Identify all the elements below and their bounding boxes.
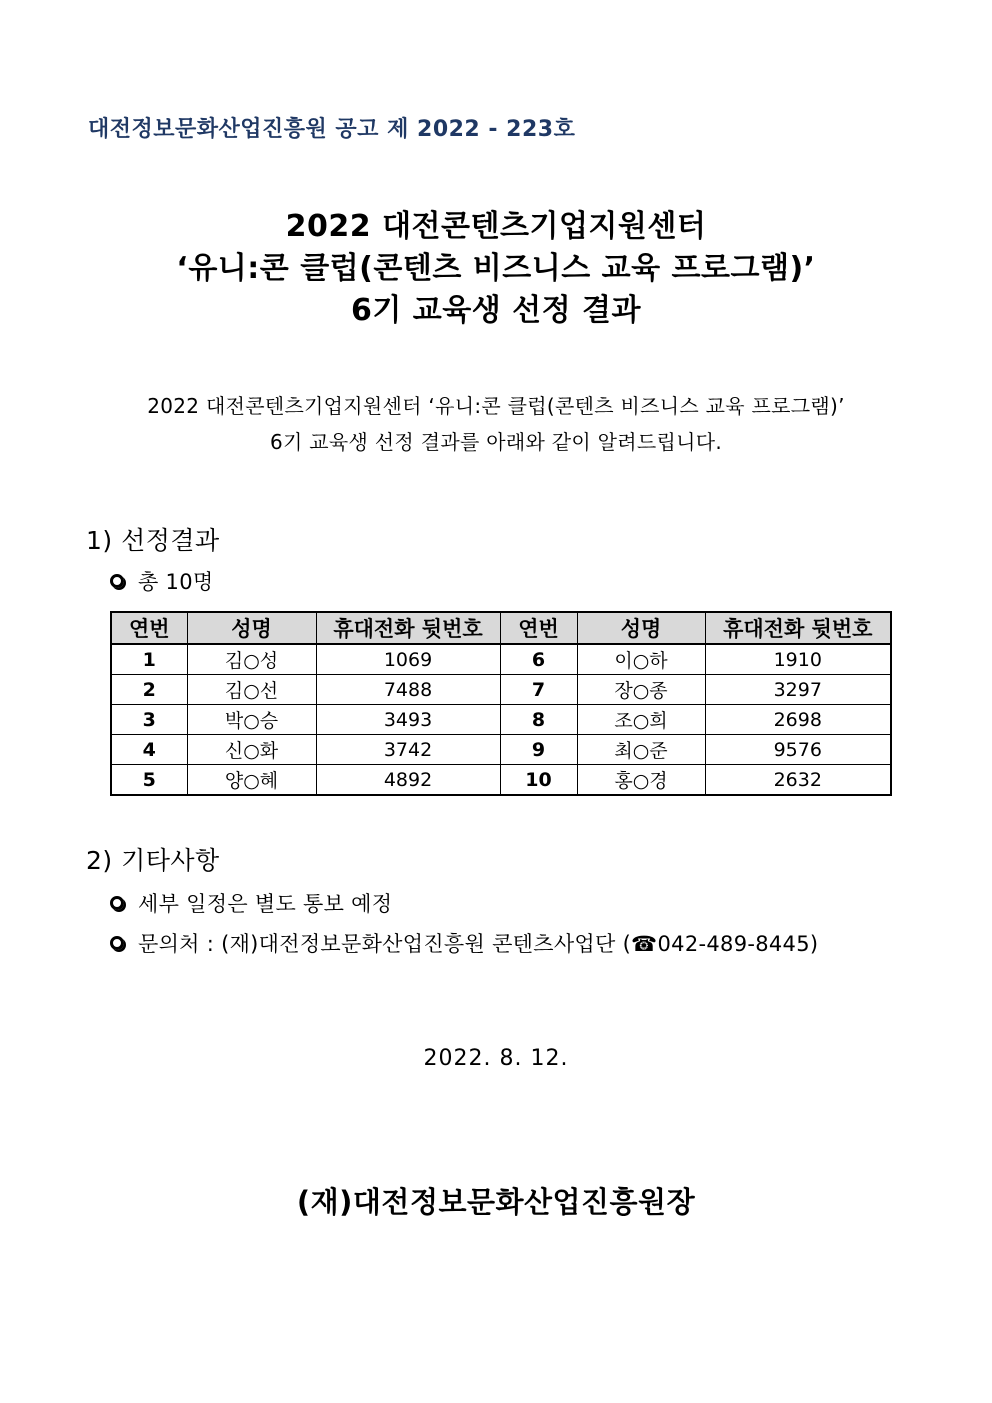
schedule-note: 세부 일정은 별도 통보 예정: [138, 892, 393, 916]
row-no: 3: [111, 705, 187, 735]
circle-bullet-icon: [110, 896, 124, 910]
header-phone: 휴대전화 뒷번호: [316, 612, 500, 644]
row-name: 신○화: [187, 735, 316, 765]
row-phone: 2632: [705, 765, 891, 796]
row-no: 8: [500, 705, 577, 735]
row-phone: 1910: [705, 644, 891, 675]
row-phone: 3493: [316, 705, 500, 735]
row-name: 박○승: [187, 705, 316, 735]
intro-paragraph: [0, 388, 992, 460]
row-no: 10: [500, 765, 577, 796]
row-no: 1: [111, 644, 187, 675]
row-no: 7: [500, 675, 577, 705]
row-no: 4: [111, 735, 187, 765]
document-title: [0, 206, 992, 332]
total-count: 총 10명: [138, 570, 214, 594]
table-row: [111, 705, 891, 735]
row-name: 김○선: [187, 675, 316, 705]
title-line-2: ‘유니:콘 클럽(콘텐츠 비즈니스 교육 프로그램)’: [176, 251, 816, 286]
header-name: 성명: [577, 612, 705, 644]
row-name: 김○성: [187, 644, 316, 675]
row-phone: 3297: [705, 675, 891, 705]
issuer-signature: (재)대전정보문화산업진흥원장: [296, 1185, 696, 1219]
table-header-row: [111, 612, 891, 644]
title-line-1: 2022 대전콘텐츠기업지원센터: [285, 209, 707, 244]
row-phone: 2698: [705, 705, 891, 735]
header-no: 연번: [111, 612, 187, 644]
header-phone: 휴대전화 뒷번호: [705, 612, 891, 644]
title-line-3: 6기 교육생 선정 결과: [350, 293, 642, 328]
section-2-heading: 2) 기타사항: [86, 846, 220, 875]
section-1-heading: 1) 선정결과: [86, 526, 220, 555]
contact-info: 문의처 : (재)대전정보문화산업진흥원 콘텐츠사업단 (☎042-489-8445): [138, 932, 819, 956]
row-name: 양○혜: [187, 765, 316, 796]
row-no: 6: [500, 644, 577, 675]
table-row: [111, 735, 891, 765]
section-1-bullet: [110, 566, 213, 596]
intro-line-2: 6기 교육생 선정 결과를 아래와 같이 알려드립니다.: [269, 430, 723, 454]
row-phone: 9576: [705, 735, 891, 765]
section-2-bullet-2: [110, 928, 818, 958]
issue-date: 2022. 8. 12.: [423, 1046, 569, 1071]
section-2-bullet-1: [110, 888, 392, 918]
table-row: [111, 675, 891, 705]
row-phone: 7488: [316, 675, 500, 705]
row-no: 2: [111, 675, 187, 705]
header-name: 성명: [187, 612, 316, 644]
circle-bullet-icon: [110, 936, 124, 950]
row-phone: 3742: [316, 735, 500, 765]
intro-line-1: 2022 대전콘텐츠기업지원센터 ‘유니:콘 클럽(콘텐츠 비즈니스 교육 프로그램)’: [147, 394, 845, 418]
table-row: [111, 644, 891, 675]
row-no: 5: [111, 765, 187, 796]
row-name: 조○희: [577, 705, 705, 735]
selection-result-table: [110, 611, 892, 796]
row-name: 이○하: [577, 644, 705, 675]
row-name: 최○준: [577, 735, 705, 765]
circle-bullet-icon: [110, 574, 124, 588]
row-name: 홍○경: [577, 765, 705, 796]
header-no: 연번: [500, 612, 577, 644]
row-no: 9: [500, 735, 577, 765]
notice-number: 대전정보문화산업진흥원 공고 제 2022 - 223호: [88, 117, 576, 142]
row-phone: 4892: [316, 765, 500, 796]
row-name: 장○종: [577, 675, 705, 705]
row-phone: 1069: [316, 644, 500, 675]
table-row: [111, 765, 891, 796]
